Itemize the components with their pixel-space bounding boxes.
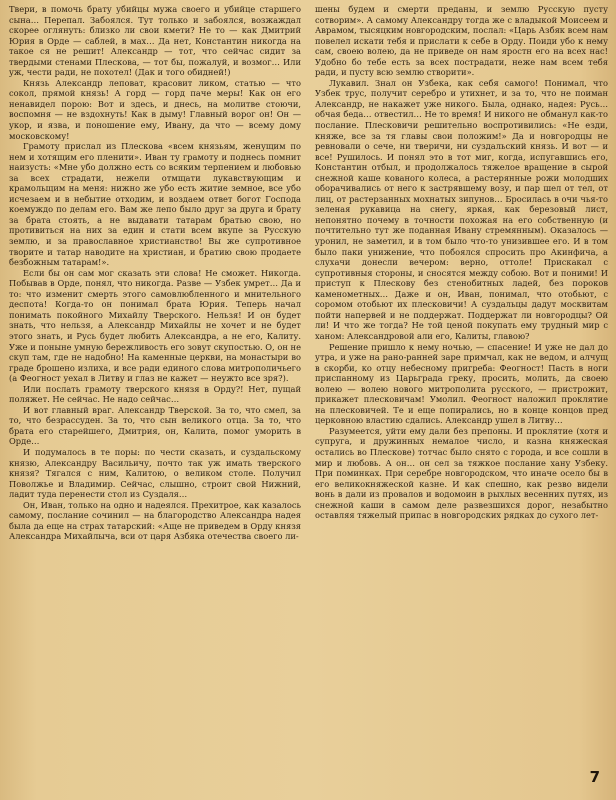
page-number: 7 bbox=[589, 768, 600, 786]
paragraph: Князь Александр леповат, красовит ликом, статью — что сокол, прямой князь! А горд — горд паче меры! Как он его ненавидел порою: Вот и здесь, и днесь, на молитве стоючи, воспомня — не вздохнуть! Как в дыму! Главный ворог он! Он — укор, и язва, и поношение ему, Ивану, да что — всему дому московскому! bbox=[9, 77, 301, 141]
paragraph: И вот главный враг. Александр Тверской. За то, что смел, за то, что безрассуден. За то, что сын великого отца. За то, что брата его старейшего, Дмитрия, он, Калита, помог уморить в Орде… bbox=[9, 404, 301, 447]
paragraph: Лукавил. Знал он Узбека, как себя самого! Понимал, что Узбек трус, получит серебро и утихнет, и за то, что не поиман Александр, не накажет уже никого. Была, однако, надея: Русь… обчая беда… отвестил… Не то время! И никого не обманул как-то послание. Плесковичи решительно воспротивились: «Не езди, княже, все за тя главы свои положим!» Да и новгородцы не ревновали о сече, ни тверичи, ни суздальский князь. И вот — и все! Рушилось. И понял это в тот миг, когда, испугавшись его, Константин отбыл, и продолжалось тяжелое вращение в сырой снежной каше кованого колеса, а растерянные рожи молодших оборачивались от него к застрявшему возу, и пар шел от тел, от лиц, от растерзанных мохнатых зипунов… Бросилась в очи чья-то зеленая рукавица на снегу, яркая, как березовый лист, непонятно почему в точности похожая на его собственную (и почтительно тут же поданная Ивану стремянным). Оказалось — уронил, не заметил, и в том было что-то унизившее его. И в том было паки унижение, что побоялся спросить про Акинфича, а слухачи донесли вечером: верно, оттоле! Прискакал с супротивныя стороны, и сносятся между собою. Вот и поними! И приступ к Плескову без стенобитных ладей, без пороков каменометных… Даже и он, Иван, понимал, что отобьют, с соромом отобьют их плесковичи! А суздальцы дадут москвитам пойти напервей и не поддержат. Поддержат ли новгородцы? Ой ли! И что же тогда? Не той ценой покупать ему трудный мир с ханом: Александровой али его, Калиты, главою? bbox=[315, 77, 608, 341]
right-text-column bbox=[315, 4, 608, 521]
paragraph: Грамоту прислал из Плескова «всем князьям, женущим по нем и хотящим его пленити». Иван ту грамоту и поднесь помнит наизусть: «Мне убо должно есть со всяким терпением и любовью за всех страдати, нежели отмщати лукавствующим и крамольщим на меня: нижно же убо есть житие земное, все убо исчезаем и в небытие отходим, и воздаем ответ богот Господа коемуждо по делам его. Вам же лепо было друг за друга и брату за брата стоять, а не выдавати татарам братью свою, но противиться на них за един и стати всем вкупе за Русскую землю, и за православное христианство! Вы же супротивное творите и татар наводите на христиан, и братию свою продаете безбожным татарам!». bbox=[9, 141, 301, 268]
paragraph: Он, Иван, только на одно и надеялся. Прехитрое, как казалось самому, послание сочинил — на благородство Александра надея была да еще на страх татарский: «Аще не приведем в Орду князя Александра Михайлыча, вси от царя Азбяка отечества своего ли- bbox=[9, 499, 301, 542]
paragraph: шены будем и смерти преданы, и землю Русскую пусту сотворим». А самому Александру тогда же с владыкой Моисеем и Аврамом, тысяцким новгородским, послал: «Царь Азбяк всем нам повелел искати тебя и прислати к себе в Орду. Поиди убо к нему сам, своею волею, да не приведе он нам яростн его на всех нас! Удобно бо тебе есть за всех пострадати, неже нам всем тебя ради, и пусту всю землю створити». bbox=[315, 4, 608, 78]
paragraph: Или послать грамоту тверского князя в Орду?! Нет, пущай поляжет. Не сейчас. Не надо сейчас… bbox=[9, 383, 301, 405]
paragraph: Если бы он сам мог сказать эти слова! Не сможет. Никогда. Побывав в Орде, понял, что никогда. Разве — Узбек умрет… Да и то: что изменит смерть этого самовлюбленного и мнительного деспота! Когда-то он понимал брата Юрия. Теперь начал понимать покойного Михайлу Тверского. Нельзя! И он будет знать, что нельзя, а Александр Михайлы не хочет и не будет этого знать, и Русь будет любить Александра, а не его, Калиту. Уже и поныне умную бережливость его зовут скупостью. О, он не скуп там, где не надобно! На каменные церкви, на монастыри во граде брошено излиха, и все ради единого слова митрополичьего (а Феогност уехал в Литву и глаз не кажет — неужто все зря?). bbox=[9, 267, 301, 384]
paragraph: Твери, в помочь брату убийцы мужа своего и убийце старшего сына… Перепал. Забоялся. Тут только и забоялся, возжаждал скорее оглянуть: близко ли свои кмети? Не то — как Дмитрий Юрия в Орде — саблей, в мах… Да нет, Константин никогда на такое ся не решит! Александр — тот, что сейчас сидит за твердыми стенами Плескова, — тот бы, пожалуй, и возмог… Или уж, чести ради, не похотел! (Дак и того обидней!) bbox=[9, 4, 301, 78]
paragraph: Решение пришло к нему ночью, — спасение! И уже не дал до утра, и уже на рано-ранней заре примчал, как не ведом, и алчущ в скорби, ко отцу небесному пригреба: Феогност! Пасть в ноги приспанному из Царьграда греку, просить, молить, да своею волею — волею нового митрополита русского, — пристрожит, прикажет плесковичам! Умолил. Феогност наложил проклятие на плесковичей. Те и еще попирались, но в конце концов пред церковною властию сдались. Александр ушел в Литву… bbox=[315, 341, 608, 426]
left-text-column bbox=[9, 4, 301, 542]
paragraph: Разумеется, уйти ему дали без препоны. И проклятие (хотя и супруга, и дружинных немалое число, и казна княжеская остались во Плескове) тотчас было снято с города, и все сошли в мир и любовь. А он… он сел за тяжкое послание хану Узбеку. При поминках. При серебре новгородском, что иначе осело бы в его великокняжеской казне. И как спешно, как резво видели вонь в дали из провалов и водомоин в рыхлых весенних путях, из снежной каши в самом деле развезшихся дорог, незабытно оставляя тяжелый припас в новгородских рядках до сухого лет- bbox=[315, 425, 608, 521]
paragraph: И подумалось в те поры: по чести сказать, и суздальскому князю, Александру Васильичу, почто так уж имать тверского князя? Тягался с ним, Калитою, о великом столе. Получил Поволжье и Владимир. Сейчас, слышно, строит свой Нижний, ладит туда перенести стол из Суздаля… bbox=[9, 446, 301, 500]
